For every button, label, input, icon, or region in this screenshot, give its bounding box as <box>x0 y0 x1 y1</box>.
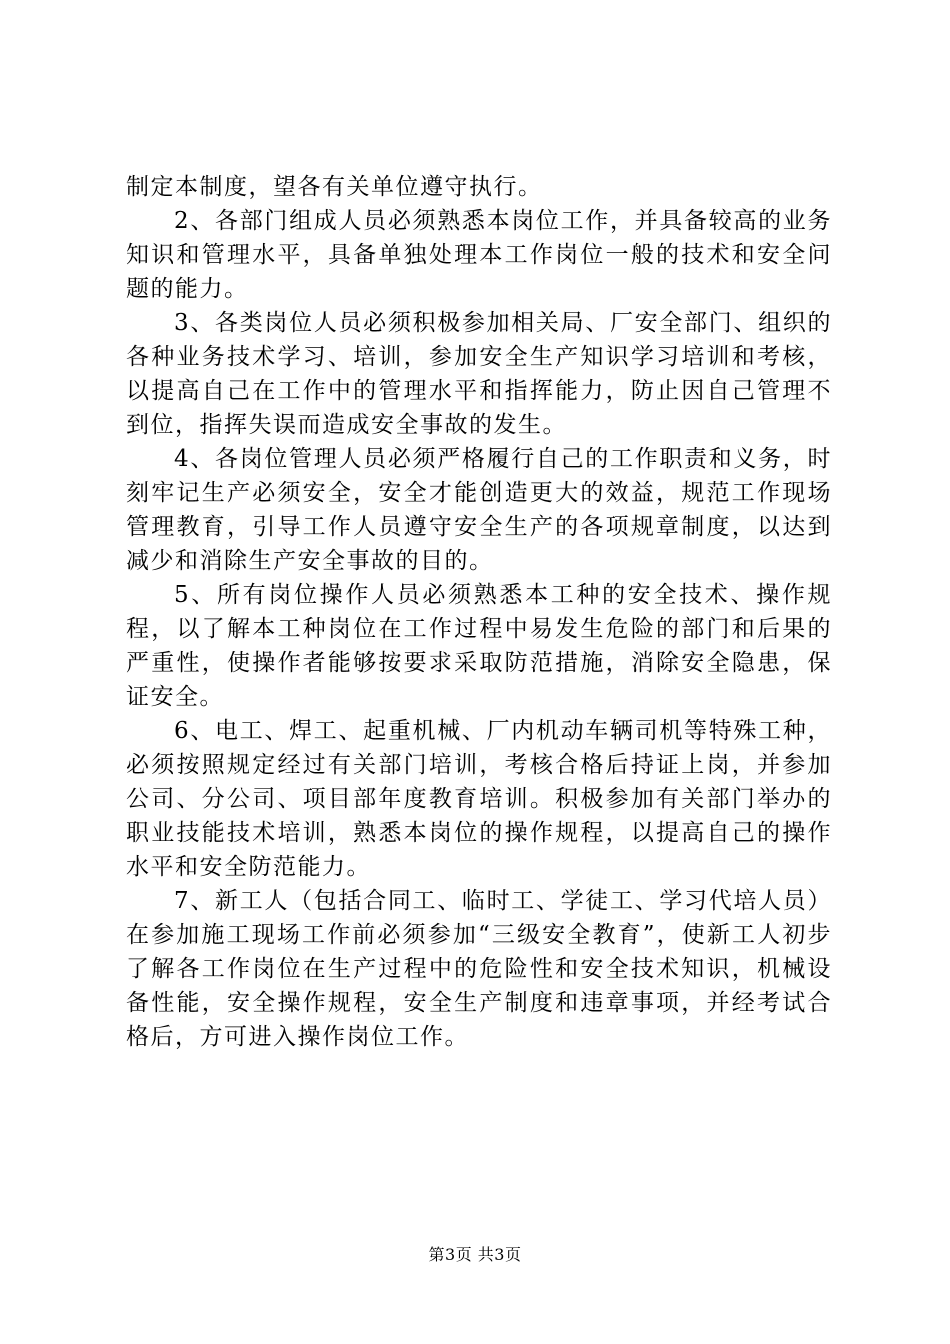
paragraph-item-5: 5、所有岗位操作人员必须熟悉本工种的安全技术、操作规程，以了解本工种岗位在工作过程中易发生危险的部门和后果的严重性，使操作者能够按要求采取防范措施，消除安全隐患，保证安全。 <box>126 582 832 710</box>
page-footer <box>0 1244 950 1266</box>
paragraph-item-7: 7、新工人（包括合同工、临时工、学徒工、学习代培人员）在参加施工现场工作前必须参加“三级安全教育”，使新工人初步了解各工作岗位在生产过程中的危险性和安全技术知识，机械设备性能，安全操作规程，安全生产制度和违章事项，并经考试合格后，方可进入操作岗位工作。 <box>126 888 832 1050</box>
paragraph-item-3: 3、各类岗位人员必须积极参加相关局、厂安全部门、组织的各种业务技术学习、培训，参加安全生产知识学习培训和考核，以提高自己在工作中的管理水平和指挥能力，防止因自己管理不到位，指挥失误而造成安全事故的发生。 <box>126 310 832 438</box>
page-number: 第3页 共3页 <box>428 1245 522 1264</box>
paragraph-item-6: 6、电工、焊工、起重机械、厂内机动车辆司机等特殊工种，必须按照规定经过有关部门培训，考核合格后持证上岗，并参加公司、分公司、项目部年度教育培训。积极参加有关部门举办的职业技能技术培训，熟悉本岗位的操作规程，以提高自己的操作水平和安全防范能力。 <box>126 718 832 880</box>
paragraph-item-2: 2、各部门组成人员必须熟悉本岗位工作，并具备较高的业务知识和管理水平，具备单独处理本工作岗位一般的技术和安全问题的能力。 <box>126 208 832 302</box>
paragraph-item-4: 4、各岗位管理人员必须严格履行自己的工作职责和义务，时刻牢记生产必须安全，安全才能创造更大的效益，规范工作现场管理教育，引导工作人员遵守安全生产的各项规章制度，以达到减少和消除生产安全事故的目的。 <box>126 446 832 574</box>
document-body <box>126 170 832 1054</box>
paragraph-continuation: 制定本制度，望各有关单位遵守执行。 <box>126 174 543 200</box>
